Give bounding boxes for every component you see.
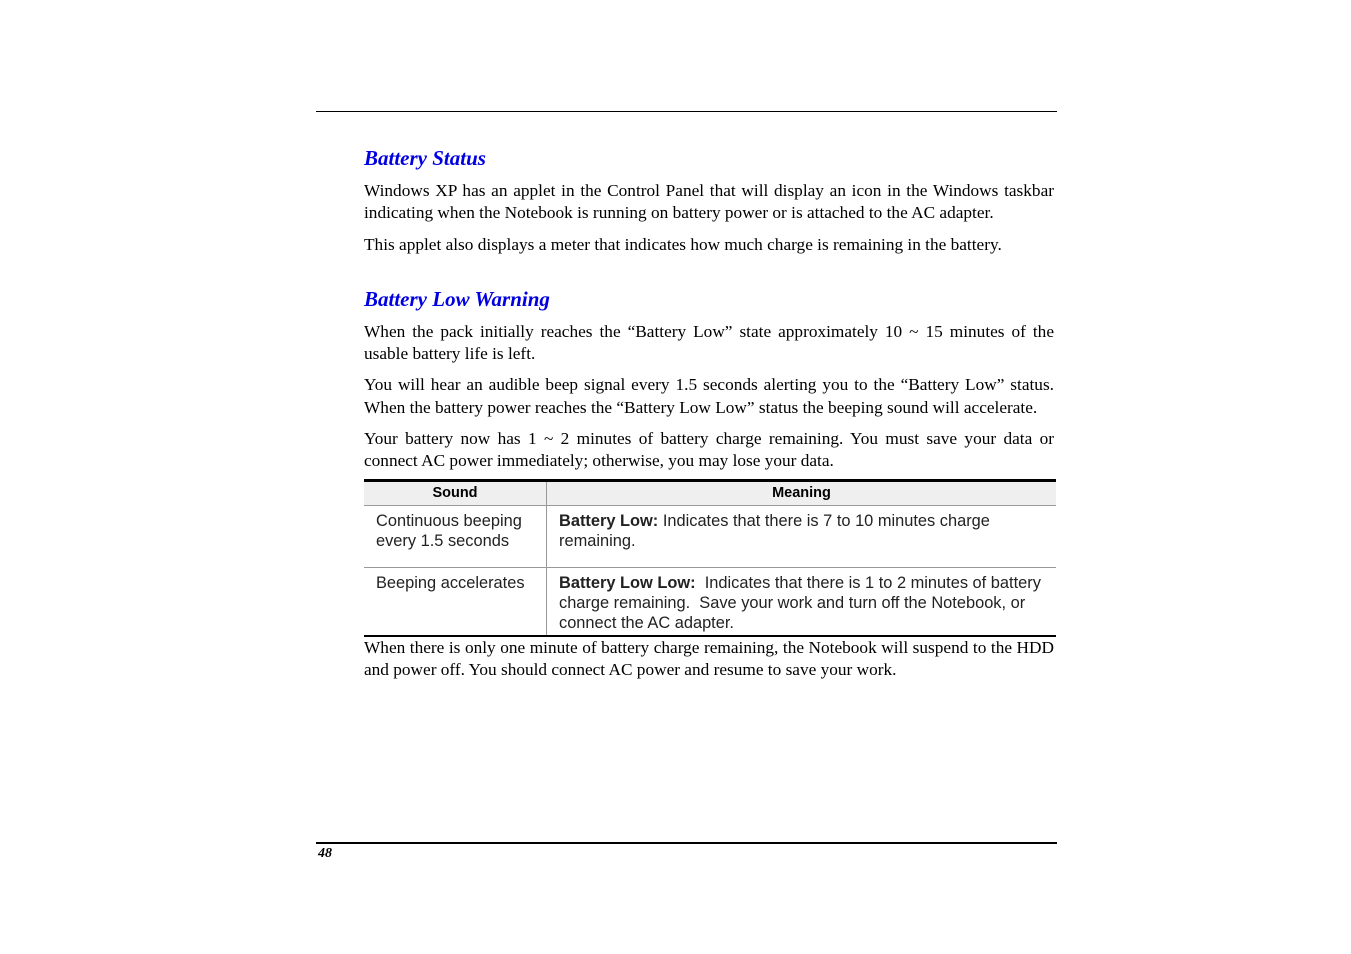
battery-low-paragraph-3: Your battery now has 1 ~ 2 minutes of battery charge remaining. You must save your data or connect AC power immediately; otherwise, you may lose your data. [364,429,1054,471]
page-content [364,145,1054,690]
battery-status-heading: Battery Status [364,146,486,170]
table-header-row [364,480,1056,505]
battery-low-paragraph-2: You will hear an audible beep signal every 1.5 seconds alerting you to the “Battery Low” status. When the battery power reaches the “Battery Low Low” status the beeping sound will accelerate. [364,375,1054,417]
meaning-term: Battery Low Low: [559,573,696,592]
footer-rule [316,842,1057,844]
beep-sound-table [364,479,1056,637]
battery-status-paragraph-1: Windows XP has an applet in the Control Panel that will display an icon in the Windows taskbar indicating when the Notebook is running on battery power or is attached to the AC adapter. [364,181,1054,223]
battery-low-paragraph-1: When the pack initially reaches the “Battery Low” state approximately 10 ~ 15 minutes of the usable battery life is left. [364,321,1054,364]
page-number: 48 [318,846,332,861]
table-row [364,567,1056,635]
meaning-column-header: Meaning [547,480,1057,505]
battery-status-paragraph-2: This applet also displays a meter that indicates how much charge is remaining in the battery. [364,234,1002,254]
sound-column-header: Sound [364,480,547,505]
meaning-description: Indicates that there is 7 to 10 minutes charge remaining. [559,511,995,550]
meaning-description: Indicates that there is 1 to 2 minutes of battery charge remaining. Save your work and turn off the Notebook, or connect the AC adapter. [559,573,1046,633]
battery-low-warning-heading: Battery Low Warning [364,286,550,311]
header-rule [316,111,1057,112]
closing-paragraph: When there is only one minute of battery charge remaining, the Notebook will suspend to the HDD and power off. You should connect AC power and resume to save your work. [364,637,1054,679]
meaning-cell [547,567,1057,635]
table-row [364,505,1056,567]
meaning-cell [547,505,1057,567]
sound-cell: Beeping accelerates [364,567,547,635]
meaning-term: Battery Low: [559,511,659,530]
sound-cell: Continuous beeping every 1.5 seconds [364,505,547,567]
